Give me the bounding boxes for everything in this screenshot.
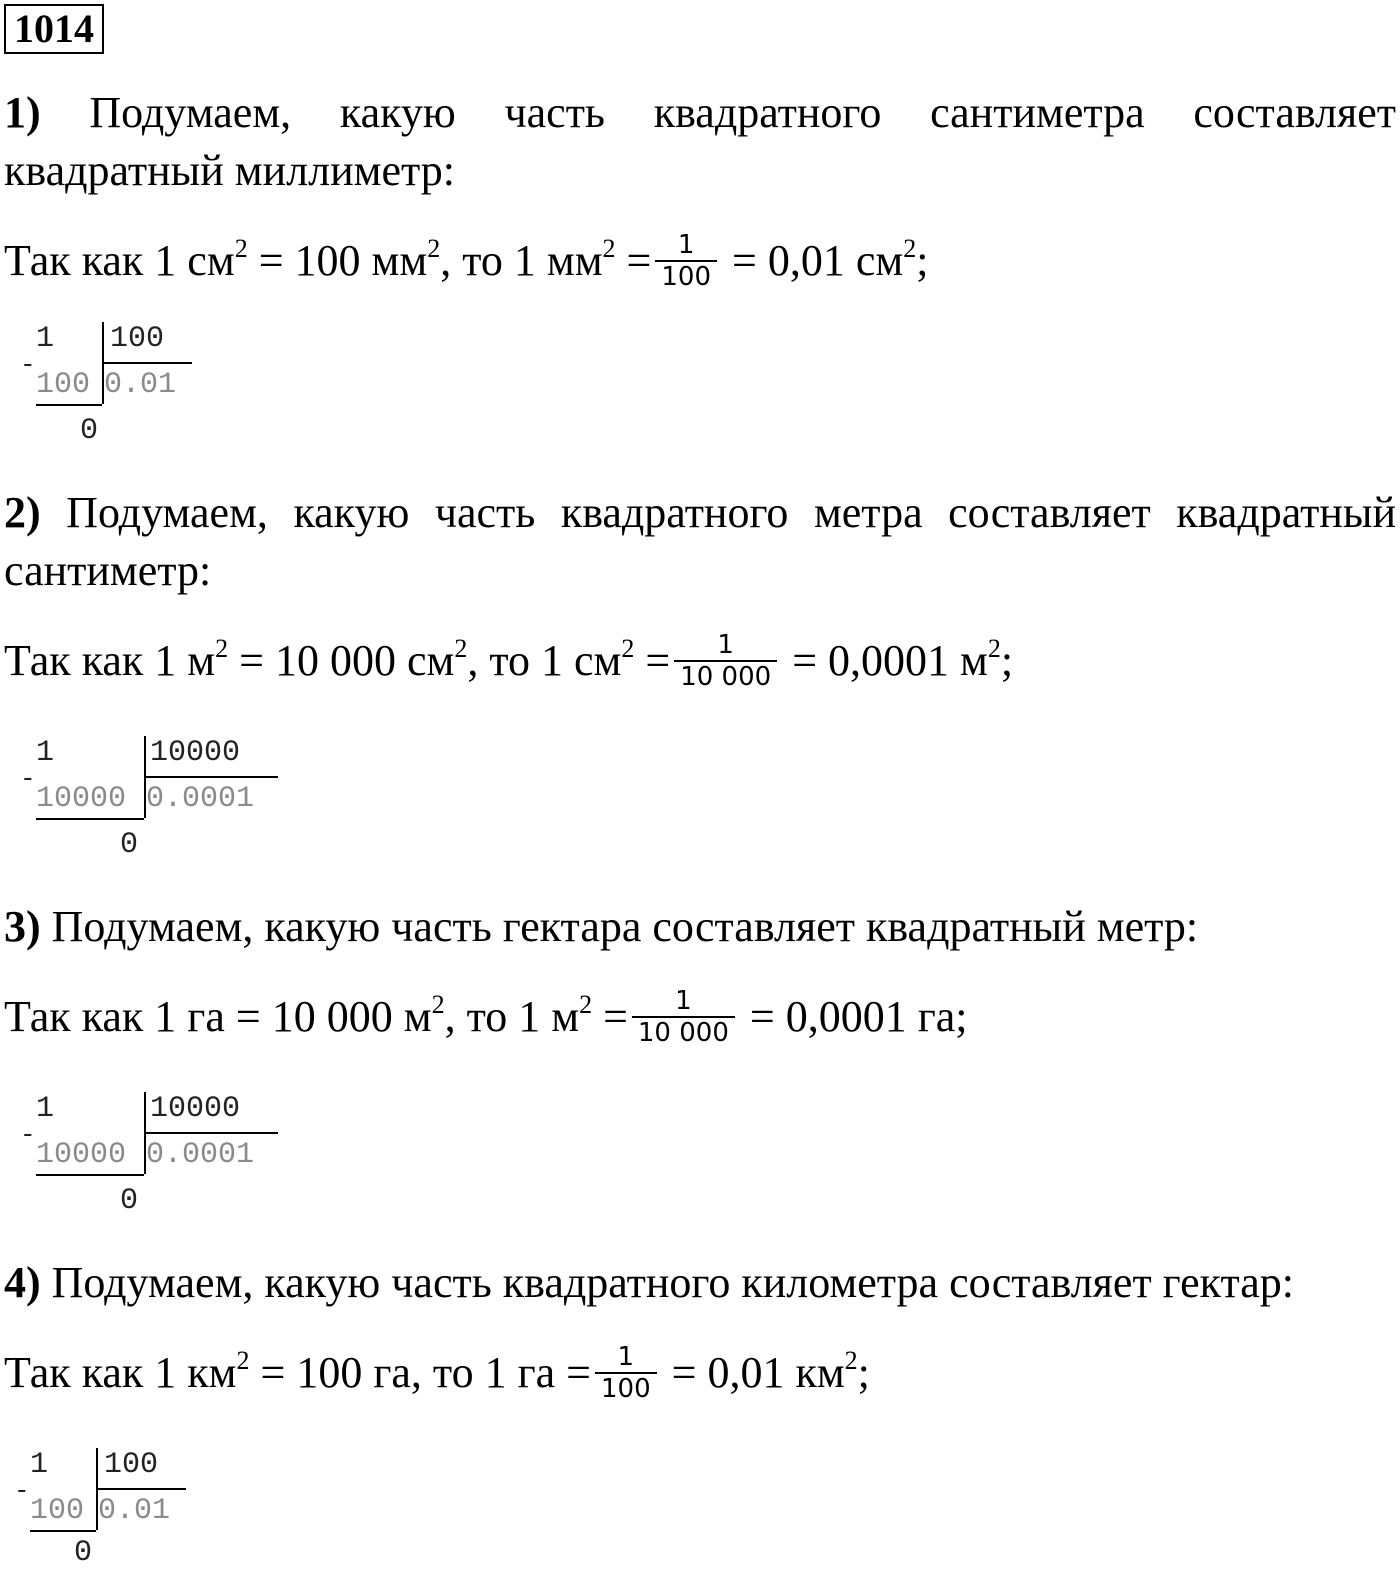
eq-text: = 0,01 км	[660, 1348, 845, 1398]
eq-text: , то 1 см	[467, 636, 622, 686]
eq-text: =	[615, 236, 652, 286]
divisor-underline	[144, 776, 278, 778]
eq-text: Так как 1 га	[4, 992, 225, 1042]
eq-text: =	[634, 636, 671, 686]
quotient: 0.0001	[146, 782, 255, 816]
part-1-equation	[4, 230, 929, 296]
quotient: 0.01	[98, 1494, 171, 1528]
eq-text: Так как 1 см	[4, 236, 235, 286]
eq-text: ;	[955, 992, 968, 1042]
subtrahend: 100	[36, 368, 91, 402]
divisor: 10000	[150, 736, 241, 770]
superscript: 2	[987, 634, 1001, 664]
fraction-denominator: 10 000	[674, 660, 777, 692]
fraction-denominator: 10 000	[632, 1016, 735, 1048]
fraction	[595, 1342, 657, 1404]
eq-text: = 100 га, то 1 га	[249, 1348, 556, 1398]
part-2-statement	[4, 484, 1396, 600]
superscript: 2	[454, 634, 468, 664]
subtrahend: 10000	[36, 1138, 127, 1172]
minus-sign: -	[20, 764, 36, 794]
part-4-text: Подумаем, какую часть квадратного километра составляет гектар:	[51, 1258, 1294, 1307]
eq-text: , то 1 мм	[440, 236, 603, 286]
eq-text: =	[592, 992, 628, 1042]
eq-text: ;	[916, 236, 929, 286]
part-2-equation	[4, 630, 1014, 696]
divisor-underline	[96, 1488, 186, 1490]
remainder: 0	[74, 1536, 93, 1570]
eq-text: = 100 мм	[247, 236, 428, 286]
remainder: 0	[120, 828, 139, 862]
minus-sign: -	[20, 1120, 36, 1150]
superscript: 2	[579, 990, 593, 1020]
remainder: 0	[120, 1184, 139, 1218]
quotient: 0.01	[104, 368, 177, 402]
fraction-denominator: 100	[595, 1372, 657, 1404]
part-4-equation	[4, 1342, 870, 1408]
part-1-number: 1)	[4, 88, 41, 137]
dividend: 1	[36, 736, 55, 770]
subtraction-line	[30, 1530, 96, 1532]
fraction-denominator: 100	[655, 260, 717, 292]
fraction	[655, 230, 717, 292]
superscript: 2	[903, 234, 917, 264]
fraction	[632, 986, 735, 1048]
eq-text: = 10 000 м	[224, 992, 432, 1042]
eq-text: Так как 1 м	[4, 636, 216, 686]
subtraction-line	[36, 1174, 144, 1176]
divisor-underline	[144, 1132, 278, 1134]
eq-text: Так как 1 км	[4, 1348, 237, 1398]
superscript: 2	[236, 1346, 250, 1376]
superscript: 2	[431, 990, 445, 1020]
eq-text: , то 1 м	[444, 992, 580, 1042]
part-3-statement	[4, 898, 1396, 956]
fraction	[674, 630, 777, 692]
subtraction-line	[36, 818, 144, 820]
dividend: 1	[30, 1448, 49, 1482]
superscript: 2	[602, 234, 616, 264]
eq-text: ;	[1000, 636, 1014, 686]
fraction-numerator: 1	[675, 986, 692, 1016]
divisor: 10000	[150, 1092, 241, 1126]
subtrahend: 10000	[36, 782, 127, 816]
minus-sign: -	[14, 1476, 30, 1506]
subtraction-line	[36, 404, 102, 406]
superscript: 2	[215, 634, 229, 664]
part-3-number: 3)	[4, 902, 41, 951]
superscript: 2	[621, 634, 635, 664]
divisor-underline	[102, 362, 192, 364]
eq-text: ;	[857, 1348, 870, 1398]
eq-text: =	[555, 1348, 591, 1398]
divisor: 100	[104, 1448, 159, 1482]
part-3-equation	[4, 986, 968, 1052]
fraction-numerator: 1	[717, 630, 734, 660]
superscript: 2	[427, 234, 441, 264]
part-2-text: Подумаем, какую часть квадратного метра составляет квадратный сантиметр:	[4, 488, 1396, 595]
superscript: 2	[844, 1346, 858, 1376]
divisor: 100	[110, 322, 165, 356]
fraction-numerator: 1	[617, 1342, 635, 1372]
part-4-statement	[4, 1254, 1396, 1312]
minus-sign: -	[20, 350, 36, 380]
part-2-number: 2)	[4, 488, 41, 537]
part-1-text: Подумаем, какую часть квадратного сантиметра составляет квадратный миллиметр:	[4, 88, 1397, 195]
eq-text: = 0,01 см	[721, 236, 904, 286]
part-4-number: 4)	[4, 1258, 41, 1307]
dividend: 1	[36, 1092, 55, 1126]
part-1-statement	[4, 84, 1396, 200]
fraction-numerator: 1	[677, 230, 695, 260]
eq-text: = 0,0001 м	[781, 636, 988, 686]
dividend: 1	[36, 322, 55, 356]
remainder: 0	[80, 414, 99, 448]
superscript: 2	[234, 234, 248, 264]
eq-text: = 10 000 см	[228, 636, 455, 686]
quotient: 0.0001	[146, 1138, 255, 1172]
problem-number: 1014	[4, 4, 104, 54]
eq-text: = 0,0001 га	[738, 992, 956, 1042]
part-3-text: Подумаем, какую часть гектара составляет квадратный метр:	[51, 902, 1199, 951]
subtrahend: 100	[30, 1494, 85, 1528]
